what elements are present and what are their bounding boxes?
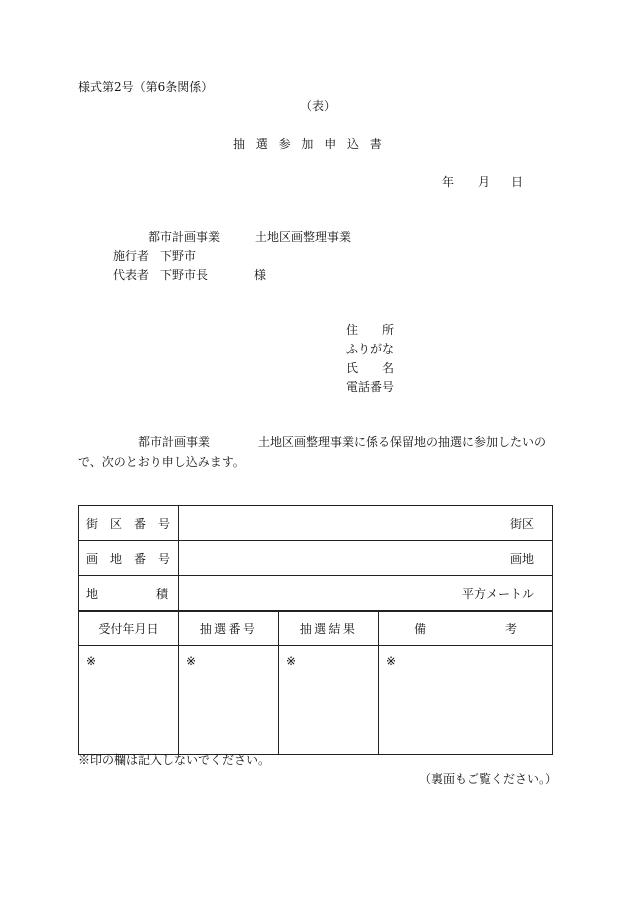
see-back-note: （裏面もご覧ください。） — [419, 772, 558, 786]
office-use-mark: ※ — [186, 654, 197, 668]
applicant-address-label: 住 所 — [346, 323, 395, 337]
representative-value: 下野市長 — [160, 268, 209, 282]
office-use-note: ※印の欄は記入しないでください。 — [78, 753, 271, 767]
project-city-plan: 都市計画事業 — [148, 230, 221, 244]
remarks-cell — [379, 646, 553, 755]
lot-number-field[interactable] — [179, 541, 553, 576]
project-readjust: 土地区画整理事業 — [255, 230, 352, 244]
received-date-cell — [79, 646, 179, 755]
lot-unit: 画地 — [509, 551, 534, 566]
date-month: 月 — [478, 175, 491, 189]
lottery-result-cell — [279, 646, 379, 755]
front-label: （表） — [300, 99, 337, 113]
application-table — [78, 505, 553, 755]
date-year: 年 — [442, 175, 455, 189]
area-label — [79, 576, 179, 612]
office-use-mark: ※ — [286, 654, 297, 668]
body-text-line2: で、次のとおり申し込みます。 — [78, 455, 245, 469]
office-use-body-row — [79, 646, 553, 755]
office-use-mark: ※ — [86, 654, 97, 668]
applicant-name-label: 氏 名 — [346, 361, 395, 375]
block-unit: 街区 — [509, 516, 534, 531]
block-number-row — [79, 506, 553, 541]
col-received-date: 受付年月日 — [79, 611, 179, 646]
body-text-line1: 土地区画整理事業に係る保留地の抽選に参加したいの — [258, 435, 547, 449]
form-number: 様式第2号（第6条関係） — [78, 80, 214, 94]
lot-number-label: 画 地 番 号 — [79, 541, 179, 576]
page-title: 抽選参加申込書 — [233, 137, 393, 151]
applicant-phone-label: 電話番号 — [346, 380, 395, 394]
office-use-header-row — [79, 611, 553, 646]
executor-value: 下野市 — [160, 249, 197, 263]
area-unit: 平方メートル — [461, 586, 534, 601]
area-label-2: 積 — [155, 586, 168, 601]
applicant-furigana-label: ふりがな — [346, 342, 395, 356]
area-row — [79, 576, 553, 612]
col-remarks-1: 備 — [414, 622, 427, 636]
col-lottery-result: 抽選結果 — [279, 611, 379, 646]
col-remarks — [379, 611, 553, 646]
office-use-mark: ※ — [386, 654, 397, 668]
area-label-1: 地 — [86, 586, 99, 601]
col-remarks-2: 考 — [504, 622, 517, 636]
representative-label: 代表者 — [113, 268, 150, 282]
date-day: 日 — [511, 175, 524, 189]
col-lottery-number: 抽選番号 — [179, 611, 279, 646]
block-number-label: 街 区 番 号 — [79, 506, 179, 541]
block-number-field[interactable] — [179, 506, 553, 541]
executor-label: 施行者 — [113, 249, 150, 263]
representative-honorific: 様 — [254, 268, 267, 282]
lottery-number-cell — [179, 646, 279, 755]
body-city-plan: 都市計画事業 — [138, 435, 211, 449]
lot-number-row — [79, 541, 553, 576]
area-field[interactable] — [179, 576, 553, 612]
